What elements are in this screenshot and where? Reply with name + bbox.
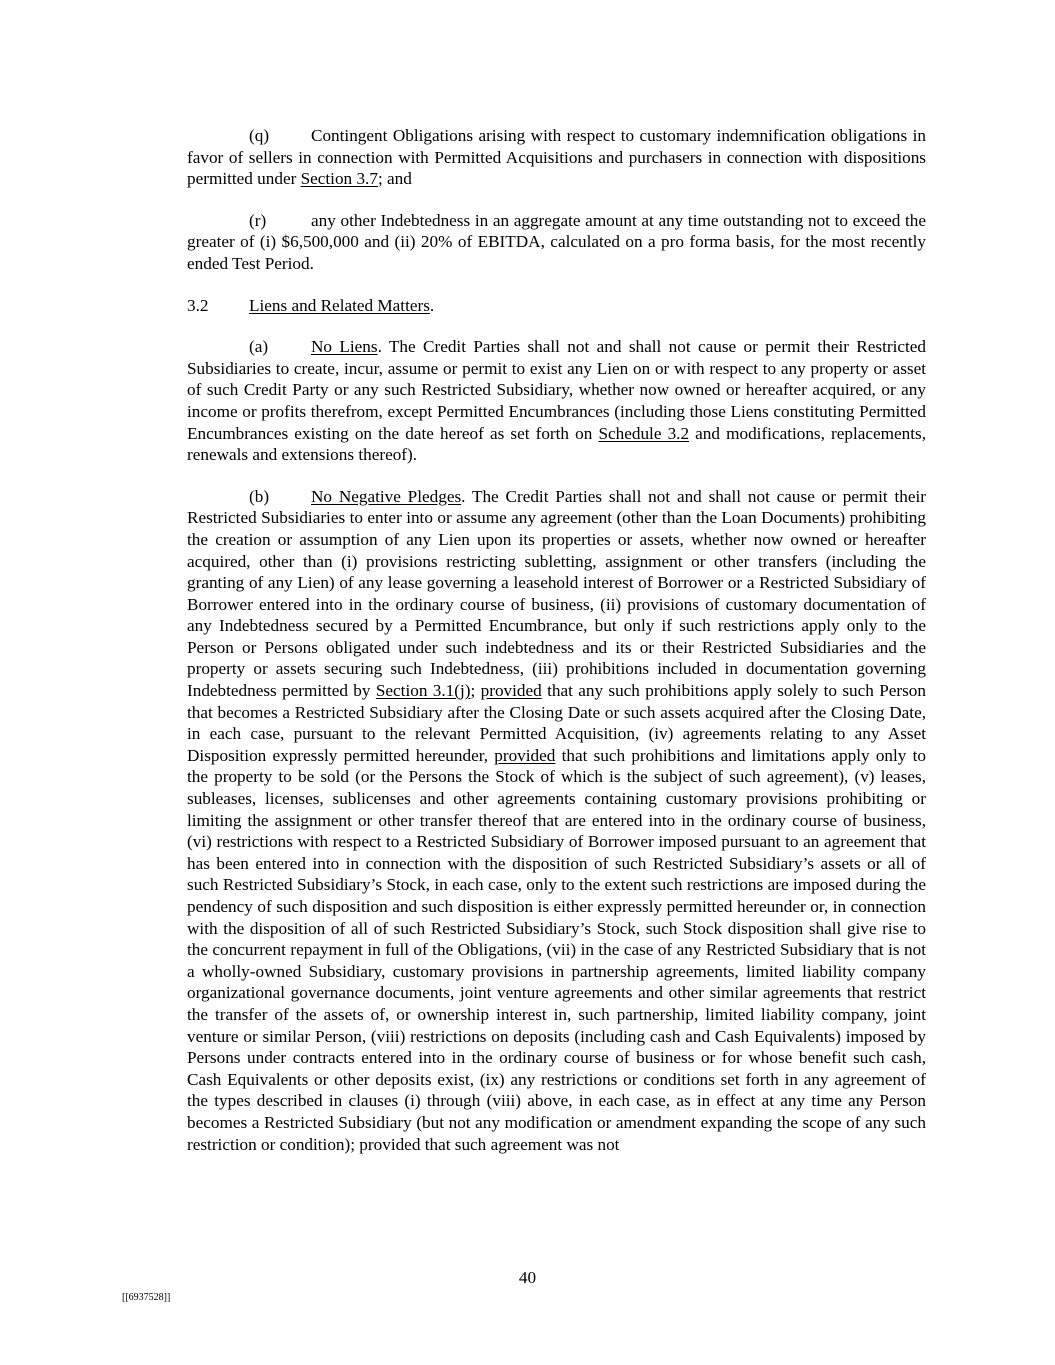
section-3-1j-reference: Section 3.1(j) — [375, 681, 471, 701]
section-3-2-title: Liens and Related Matters — [249, 295, 430, 315]
provided-term-1: provided — [480, 681, 542, 701]
paragraph-a-text-2: and modifications, replacements, renewals and extensions thereof). — [187, 423, 926, 465]
paragraph-a-label: (a) — [249, 337, 269, 357]
paragraph-r-label: (r) — [249, 210, 267, 230]
paragraph-r-text: any other Indebtedness in an aggregate amount at any time outstanding not to exceed the greater of (i) $6,500,000 and (ii) 20% of EBITDA, calculated on a pro forma basis, for the most recently ended Test Period. — [187, 210, 926, 273]
paragraph-b-text-1: . The Credit Parties shall not and shall not cause or permit their Restricted Subsidiaries to enter into or assume any agreement (other than the Loan Documents) prohibiting the creation or assumption of any Lien upon its properties or assets, whether now owned or hereafter acquired, other than (i) provisions restricting subletting, assignment or other transfers (including the granting of any Lien) of any lease governing a leasehold interest of Borrower or a Restricted Subsidiary of Borrower entered into in the ordinary course of business, (ii) provisions of customary documentation of any Indebtedness secured by a Permitted Encumbrance, but only if such restrictions apply only to the Person or Persons obligated under such indebtedness and its or their Restricted Subsidiaries and the property or assets securing such Indebtedness, (iii) prohibitions included in documentation governing Indebtedness permitted by — [187, 486, 926, 701]
paragraph-b-text-3: that any such prohibitions apply solely to such Person that becomes a Restricted Subsidiary after the Closing Date or such assets acquired after the Closing Date, in each case, pursuant to the relevant Permitted Acquisition, (iv) agreements relating to any Asset Disposition expressly permitted hereunder, — [187, 681, 926, 765]
paragraph-a-heading: No Liens — [311, 337, 378, 357]
paragraph-b-heading: No Negative Pledges — [311, 486, 462, 506]
section-3-2-heading — [187, 295, 926, 317]
paragraph-a — [187, 336, 926, 466]
document-body — [187, 125, 926, 1175]
provided-term-2: provided — [494, 745, 556, 765]
section-3-7-reference: Section 3.7 — [300, 169, 378, 189]
paragraph-q-text-1: Contingent Obligations arising with respect to customary indemnification obligations in favor of sellers in connection with Permitted Acquisitions and purchasers in connection with dispositions permitted under — [187, 126, 926, 189]
paragraph-q — [187, 125, 926, 190]
paragraph-a-text-1: . The Credit Parties shall not and shall not cause or permit their Restricted Subsidiaries to create, incur, assume or permit to exist any Lien on or with respect to any property or asset of such Credit Party or any such Restricted Subsidiary, whether now owned or hereafter acquired, or any income or profits therefrom, except Permitted Encumbrances (including those Liens constituting Permitted Encumbrances existing on the date hereof as set forth on — [187, 337, 926, 443]
section-3-2-number: 3.2 — [187, 295, 209, 315]
paragraph-q-label: (q) — [249, 126, 270, 145]
paragraph-b-text-2: ; — [470, 681, 481, 701]
document-id: [[6937528]] — [122, 1292, 171, 1303]
paragraph-q-text-2: ; and — [377, 169, 412, 189]
paragraph-r — [187, 210, 926, 275]
page-number: 40 — [518, 1268, 537, 1287]
paragraph-b-text-4: that such prohibitions and limitations apply only to the property to be sold (or the Persons the Stock of which is the subject of such agreement), (v) leases, subleases, licenses, sublicenses and other agreements containing customary provisions prohibiting or limiting the assignment or other transfer thereof that are entered into in the ordinary course of business, (vi) restrictions with respect to a Restricted Subsidiary of Borrower imposed pursuant to an agreement that has been entered into in connection with the disposition of such Restricted Subsidiary’s assets or all of such Restricted Subsidiary’s Stock, in each case, only to the extent such restrictions are imposed during the pendency of such disposition and such disposition is either expressly permitted hereunder or, in connection with the disposition of all of such Restricted Subsidiary’s Stock, such Stock disposition shall give rise to the concurrent repayment in full of the Obligations, (vii) in the case of any Restricted Subsidiary that is not a wholly-owned Subsidiary, customary provisions in partnership agreements, limited liability company organizational governance documents, joint venture agreements and other similar agreements that restrict the transfer of the assets of, or ownership interest in, such partnership, limited liability company, joint venture or similar Person, (viii) restrictions on deposits (including cash and Cash Equivalents) imposed by Persons under contracts entered into in the ordinary course of business or for whose benefit such cash, Cash Equivalents or other deposits exist, (ix) any restrictions or conditions set forth in any agreement of the types described in clauses (i) through (viii) above, in each case, as in effect at any time any Person becomes a Restricted Subsidiary (but not any modification or amendment expanding the scope of any such restriction or condition); provided that such agreement was not — [187, 745, 926, 1154]
paragraph-b-label: (b) — [249, 486, 270, 506]
paragraph-b — [187, 486, 926, 1155]
schedule-3-2-reference: Schedule 3.2 — [598, 423, 690, 443]
section-3-2-title-end: . — [429, 295, 435, 315]
